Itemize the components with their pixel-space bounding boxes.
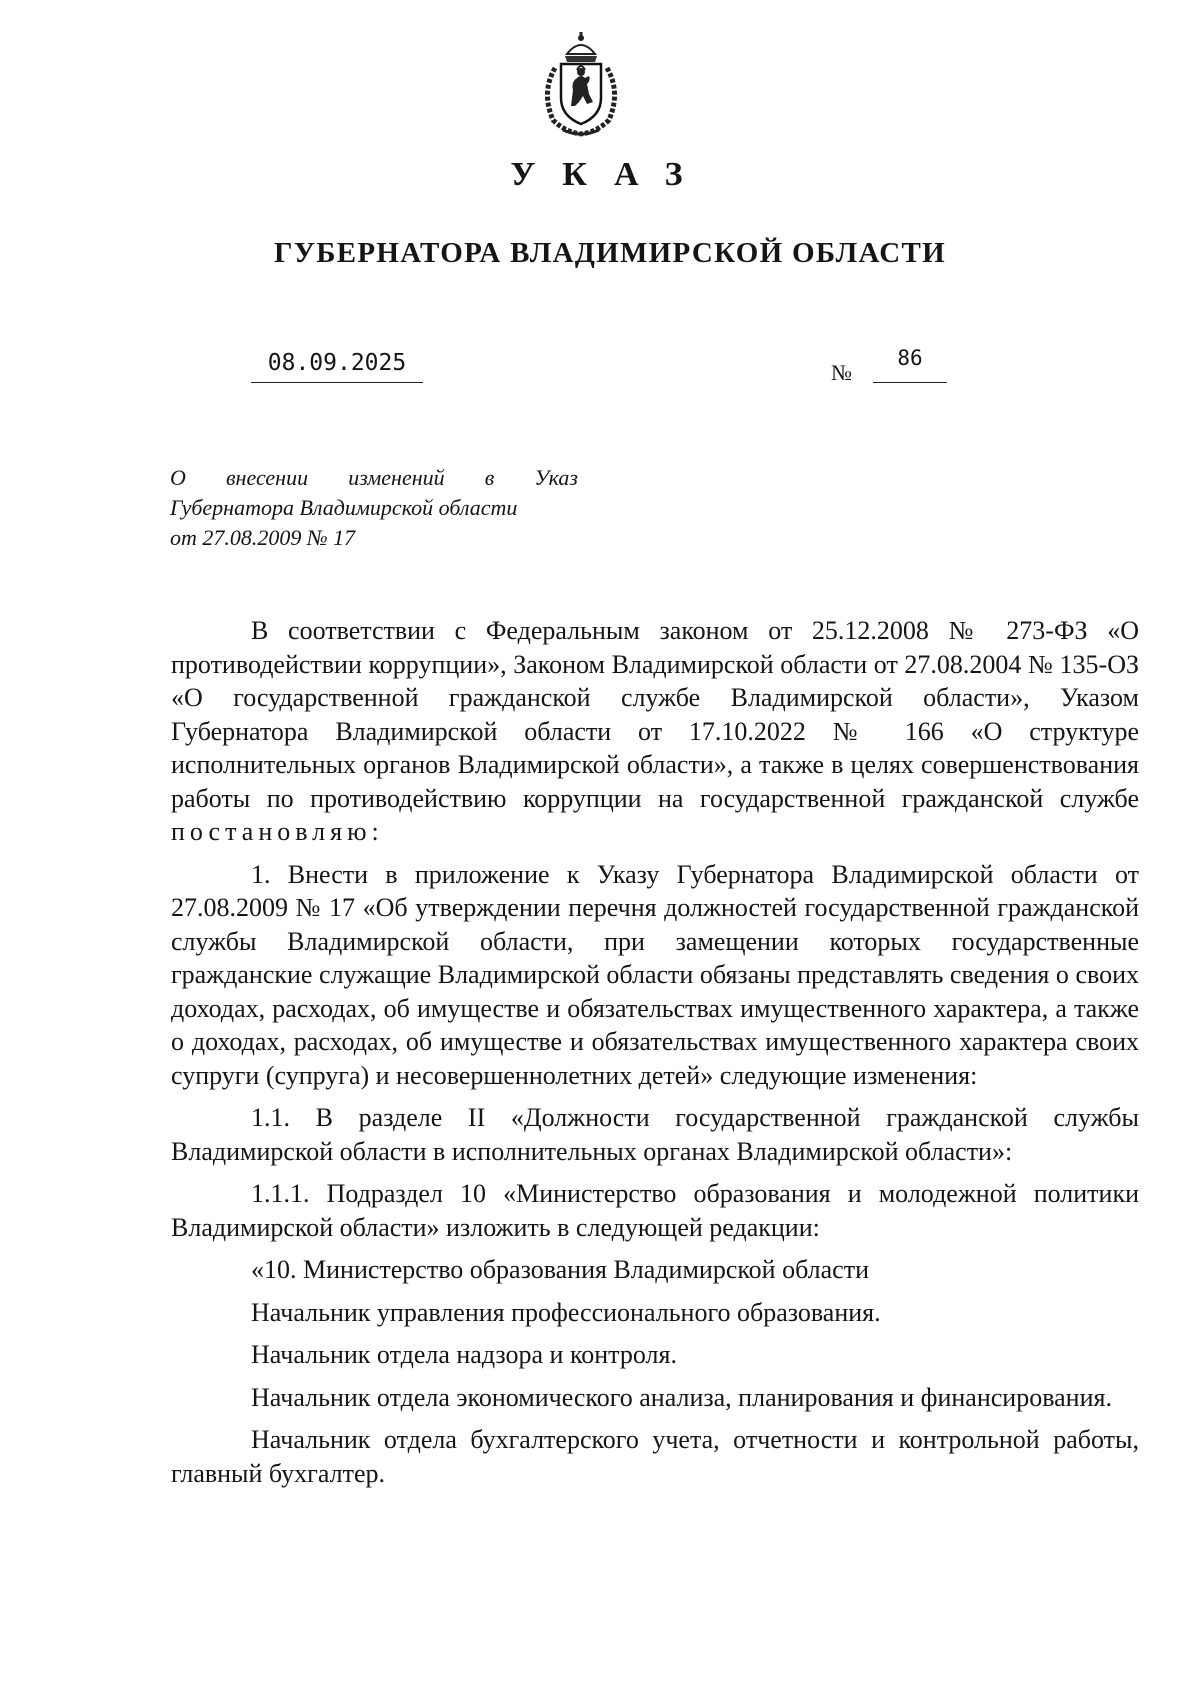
- position-item: Начальник отдела бухгалтерского учета, отчетности и контрольной работы, главный бухгалтер.: [171, 1425, 1139, 1488]
- subject-line: от 27.08.2009 № 17: [170, 525, 356, 550]
- coat-of-arms-icon: [537, 32, 625, 138]
- document-type-title: УКАЗ: [510, 156, 710, 193]
- paragraph-1: 1. Внести в приложение к Указу Губернатора Владимирской области от 27.08.2009 № 17 «Об утверждении перечня должностей государственной гражданской службы Владимирской области, при замещении которых государственные гражданские служащие Владимирской области обязаны представлять сведения о своих доходах, расходах, об имуществе и обязательствах имущественного характера, а также о доходах, расходах, об имуществе и обязательствах имущественного характера своих супруги (супруга) и несовершеннолетних детей» следующие изменения:: [171, 859, 1139, 1090]
- paragraph-1-1: 1.1. В разделе II «Должности государственной гражданской службы Владимирской области в исполнительных органах Владимирской области»:: [171, 1103, 1139, 1166]
- position-item: Начальник управления профессионального образования.: [251, 1297, 881, 1327]
- preamble-paragraph: [171, 614, 1139, 849]
- document-issuer-title: ГУБЕРНАТОРА ВЛАДИМИРСКОЙ ОБЛАСТИ: [273, 237, 947, 269]
- preamble-text: В соответствии с Федеральным законом от 25.12.2008 № 273-ФЗ «О противодействии коррупции», Законом Владимирской области от 27.08.2004 № 135-ОЗ «О государственной гражданской службе Владимирской области», Указом Губернатора Владимирской области от 17.10.2022 № 166 «О структуре исполнительных органов Владимирской области», а также в целях совершенствования работы по противодействию коррупции на государственной гражданской службе: [171, 616, 1139, 813]
- ministry-heading: «10. Министерство образования Владимирской области: [251, 1255, 869, 1284]
- document-date: [251, 350, 423, 383]
- date-underline: [251, 382, 423, 383]
- document-subject: [170, 463, 578, 553]
- paragraph-1-1-1: 1.1.1. Подраздел 10 «Министерство образования и молодежной политики Владимирской области» изложить в следующей редакции:: [171, 1179, 1139, 1242]
- position-item: Начальник отдела надзора и контроля.: [251, 1340, 677, 1369]
- date-value: 08.09.2025: [267, 350, 407, 376]
- number-sign: №: [831, 360, 852, 385]
- number-value: 86: [897, 346, 923, 370]
- position-item: Начальник отдела экономического анализа, планирования и финансирования.: [251, 1382, 1112, 1412]
- decree-word: постановляю:: [171, 817, 384, 846]
- subject-line: О внесении изменений в Указ: [170, 465, 578, 490]
- subject-line: Губернатора Владимирской области: [170, 495, 518, 520]
- document-body: [171, 614, 1139, 1499]
- number-underline: [873, 382, 947, 383]
